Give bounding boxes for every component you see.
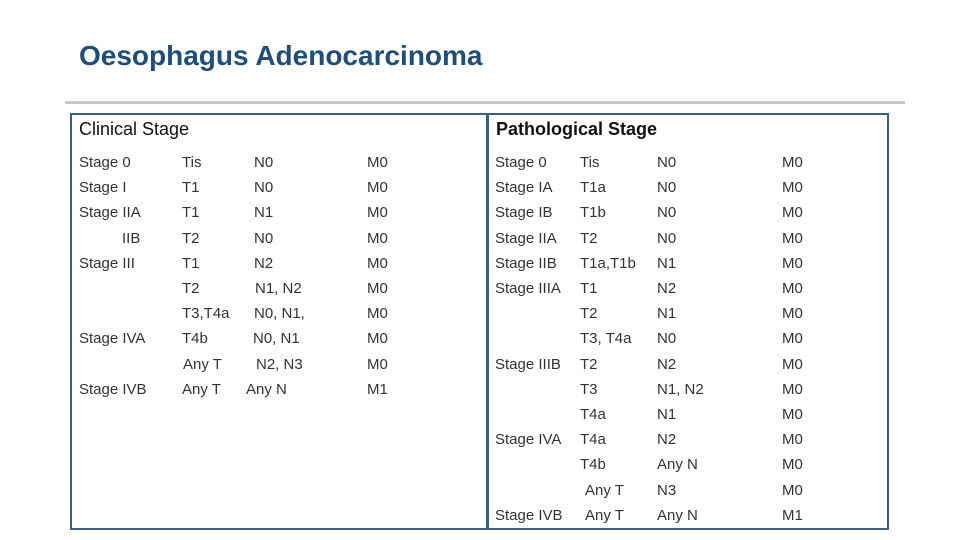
clinical-cell-stage: Stage 0 (79, 154, 131, 171)
clinical-cell-t: T1 (182, 254, 200, 272)
pathological-cell-t: T4b (580, 456, 606, 474)
clinical-cell-n: N0, N1 (253, 330, 300, 348)
pathological-cell-t: T2 (580, 229, 598, 247)
pathological-cell-t: T1b (580, 204, 606, 222)
pathological-cell-n: N2 (657, 355, 677, 373)
pathological-cell-stage: Stage IVA (495, 431, 562, 449)
pathological-cell-stage: Stage IIIA (495, 280, 561, 297)
clinical-cell-m: M1 (367, 380, 388, 398)
clinical-cell-m: M0 (367, 254, 388, 272)
clinical-cell-n: Any N (246, 380, 287, 398)
pathological-cell-n: N1 (657, 254, 677, 272)
clinical-cell-t: T2 (182, 229, 200, 247)
clinical-stage-heading: Clinical Stage (79, 119, 190, 139)
pathological-cell-t: Tis (580, 154, 600, 171)
clinical-cell-m: M0 (367, 229, 388, 247)
pathological-cell-n: N1, N2 (657, 380, 704, 398)
pathological-cell-n: Any N (657, 506, 698, 524)
pathological-cell-t: T3 (580, 380, 598, 398)
pathological-cell-stage: Stage IA (495, 179, 553, 197)
pathological-cell-stage: Stage IIIB (495, 355, 561, 373)
pathological-cell-m: M0 (782, 280, 803, 297)
pathological-cell-n: N3 (657, 481, 677, 499)
pathological-cell-n: N0 (657, 179, 677, 197)
clinical-cell-n: N2, N3 (256, 355, 303, 373)
pathological-cell-t: T4a (580, 431, 606, 449)
pathological-cell-t: Any T (585, 481, 624, 499)
pathological-cell-n: N1 (657, 406, 677, 423)
pathological-cell-stage: Stage IIA (495, 229, 557, 247)
pathological-cell-m: M0 (782, 179, 803, 197)
pathological-cell-n: N2 (657, 431, 677, 449)
clinical-cell-stage: IIB (122, 229, 141, 247)
clinical-cell-n: N0, N1, (254, 305, 305, 323)
pathological-cell-t: T1 (580, 280, 598, 297)
pathological-cell-m: M0 (782, 431, 803, 449)
pathological-cell-t: T3, T4a (580, 330, 632, 348)
pathological-cell-m: M0 (782, 481, 803, 499)
pathological-cell-m: M0 (782, 456, 803, 474)
clinical-cell-m: M0 (367, 305, 388, 323)
clinical-cell-n: N1 (254, 204, 274, 222)
clinical-cell-stage: Stage IIA (79, 204, 141, 222)
pathological-cell-n: N2 (657, 280, 677, 297)
clinical-cell-n: N1, N2 (255, 280, 302, 297)
pathological-cell-n: N0 (657, 154, 677, 171)
clinical-cell-m: M0 (367, 204, 388, 222)
clinical-cell-stage: Stage IVB (79, 380, 147, 398)
pathological-cell-stage: Stage IB (495, 204, 553, 222)
clinical-cell-stage: Stage III (79, 254, 135, 272)
pathological-cell-n: N1 (657, 305, 677, 323)
clinical-cell-n: N0 (254, 179, 274, 197)
clinical-cell-stage: Stage I (79, 179, 127, 197)
pathological-cell-m: M1 (782, 506, 803, 524)
pathological-cell-m: M0 (782, 254, 803, 272)
clinical-cell-t: Tis (182, 154, 202, 171)
clinical-cell-m: M0 (367, 179, 388, 197)
pathological-cell-m: M0 (782, 204, 803, 222)
pathological-cell-stage: Stage IIB (495, 254, 557, 272)
pathological-cell-m: M0 (782, 406, 803, 423)
pathological-cell-t: T4a (580, 406, 606, 423)
clinical-cell-m: M0 (367, 355, 388, 373)
pathological-cell-t: Any T (585, 506, 624, 524)
clinical-cell-n: N0 (254, 154, 274, 171)
pathological-cell-n: N0 (657, 204, 677, 222)
pathological-cell-m: M0 (782, 330, 803, 348)
pathological-cell-m: M0 (782, 380, 803, 398)
clinical-cell-t: T1 (182, 204, 200, 222)
pathological-cell-m: M0 (782, 305, 803, 323)
pathological-cell-m: M0 (782, 229, 803, 247)
pathological-cell-t: T2 (580, 355, 598, 373)
clinical-cell-stage: Stage IVA (79, 330, 146, 348)
title-divider (65, 101, 905, 104)
pathological-cell-m: M0 (782, 154, 803, 171)
clinical-cell-t: T2 (182, 280, 200, 297)
pathological-cell-n: N0 (657, 330, 677, 348)
clinical-cell-t: T4b (182, 330, 208, 348)
pathological-cell-t: T1a,T1b (580, 254, 636, 272)
page-title: Oesophagus Adenocarcinoma (79, 40, 483, 71)
pathological-cell-stage: Stage IVB (495, 506, 563, 524)
clinical-cell-t: Any T (183, 355, 222, 373)
clinical-cell-m: M0 (367, 154, 388, 171)
clinical-cell-t: T1 (182, 179, 200, 197)
clinical-cell-n: N0 (254, 229, 274, 247)
pathological-cell-n: Any N (657, 456, 698, 474)
clinical-cell-m: M0 (367, 280, 388, 297)
pathological-stage-heading: Pathological Stage (496, 119, 658, 139)
clinical-cell-n: N2 (254, 254, 274, 272)
pathological-cell-n: N0 (657, 229, 677, 247)
pathological-cell-t: T1a (580, 179, 606, 197)
pathological-cell-t: T2 (580, 305, 598, 323)
pathological-cell-m: M0 (782, 355, 803, 373)
clinical-cell-t: T3,T4a (182, 305, 230, 323)
pathological-cell-stage: Stage 0 (495, 154, 547, 171)
clinical-cell-m: M0 (367, 330, 388, 348)
clinical-cell-t: Any T (182, 380, 221, 398)
